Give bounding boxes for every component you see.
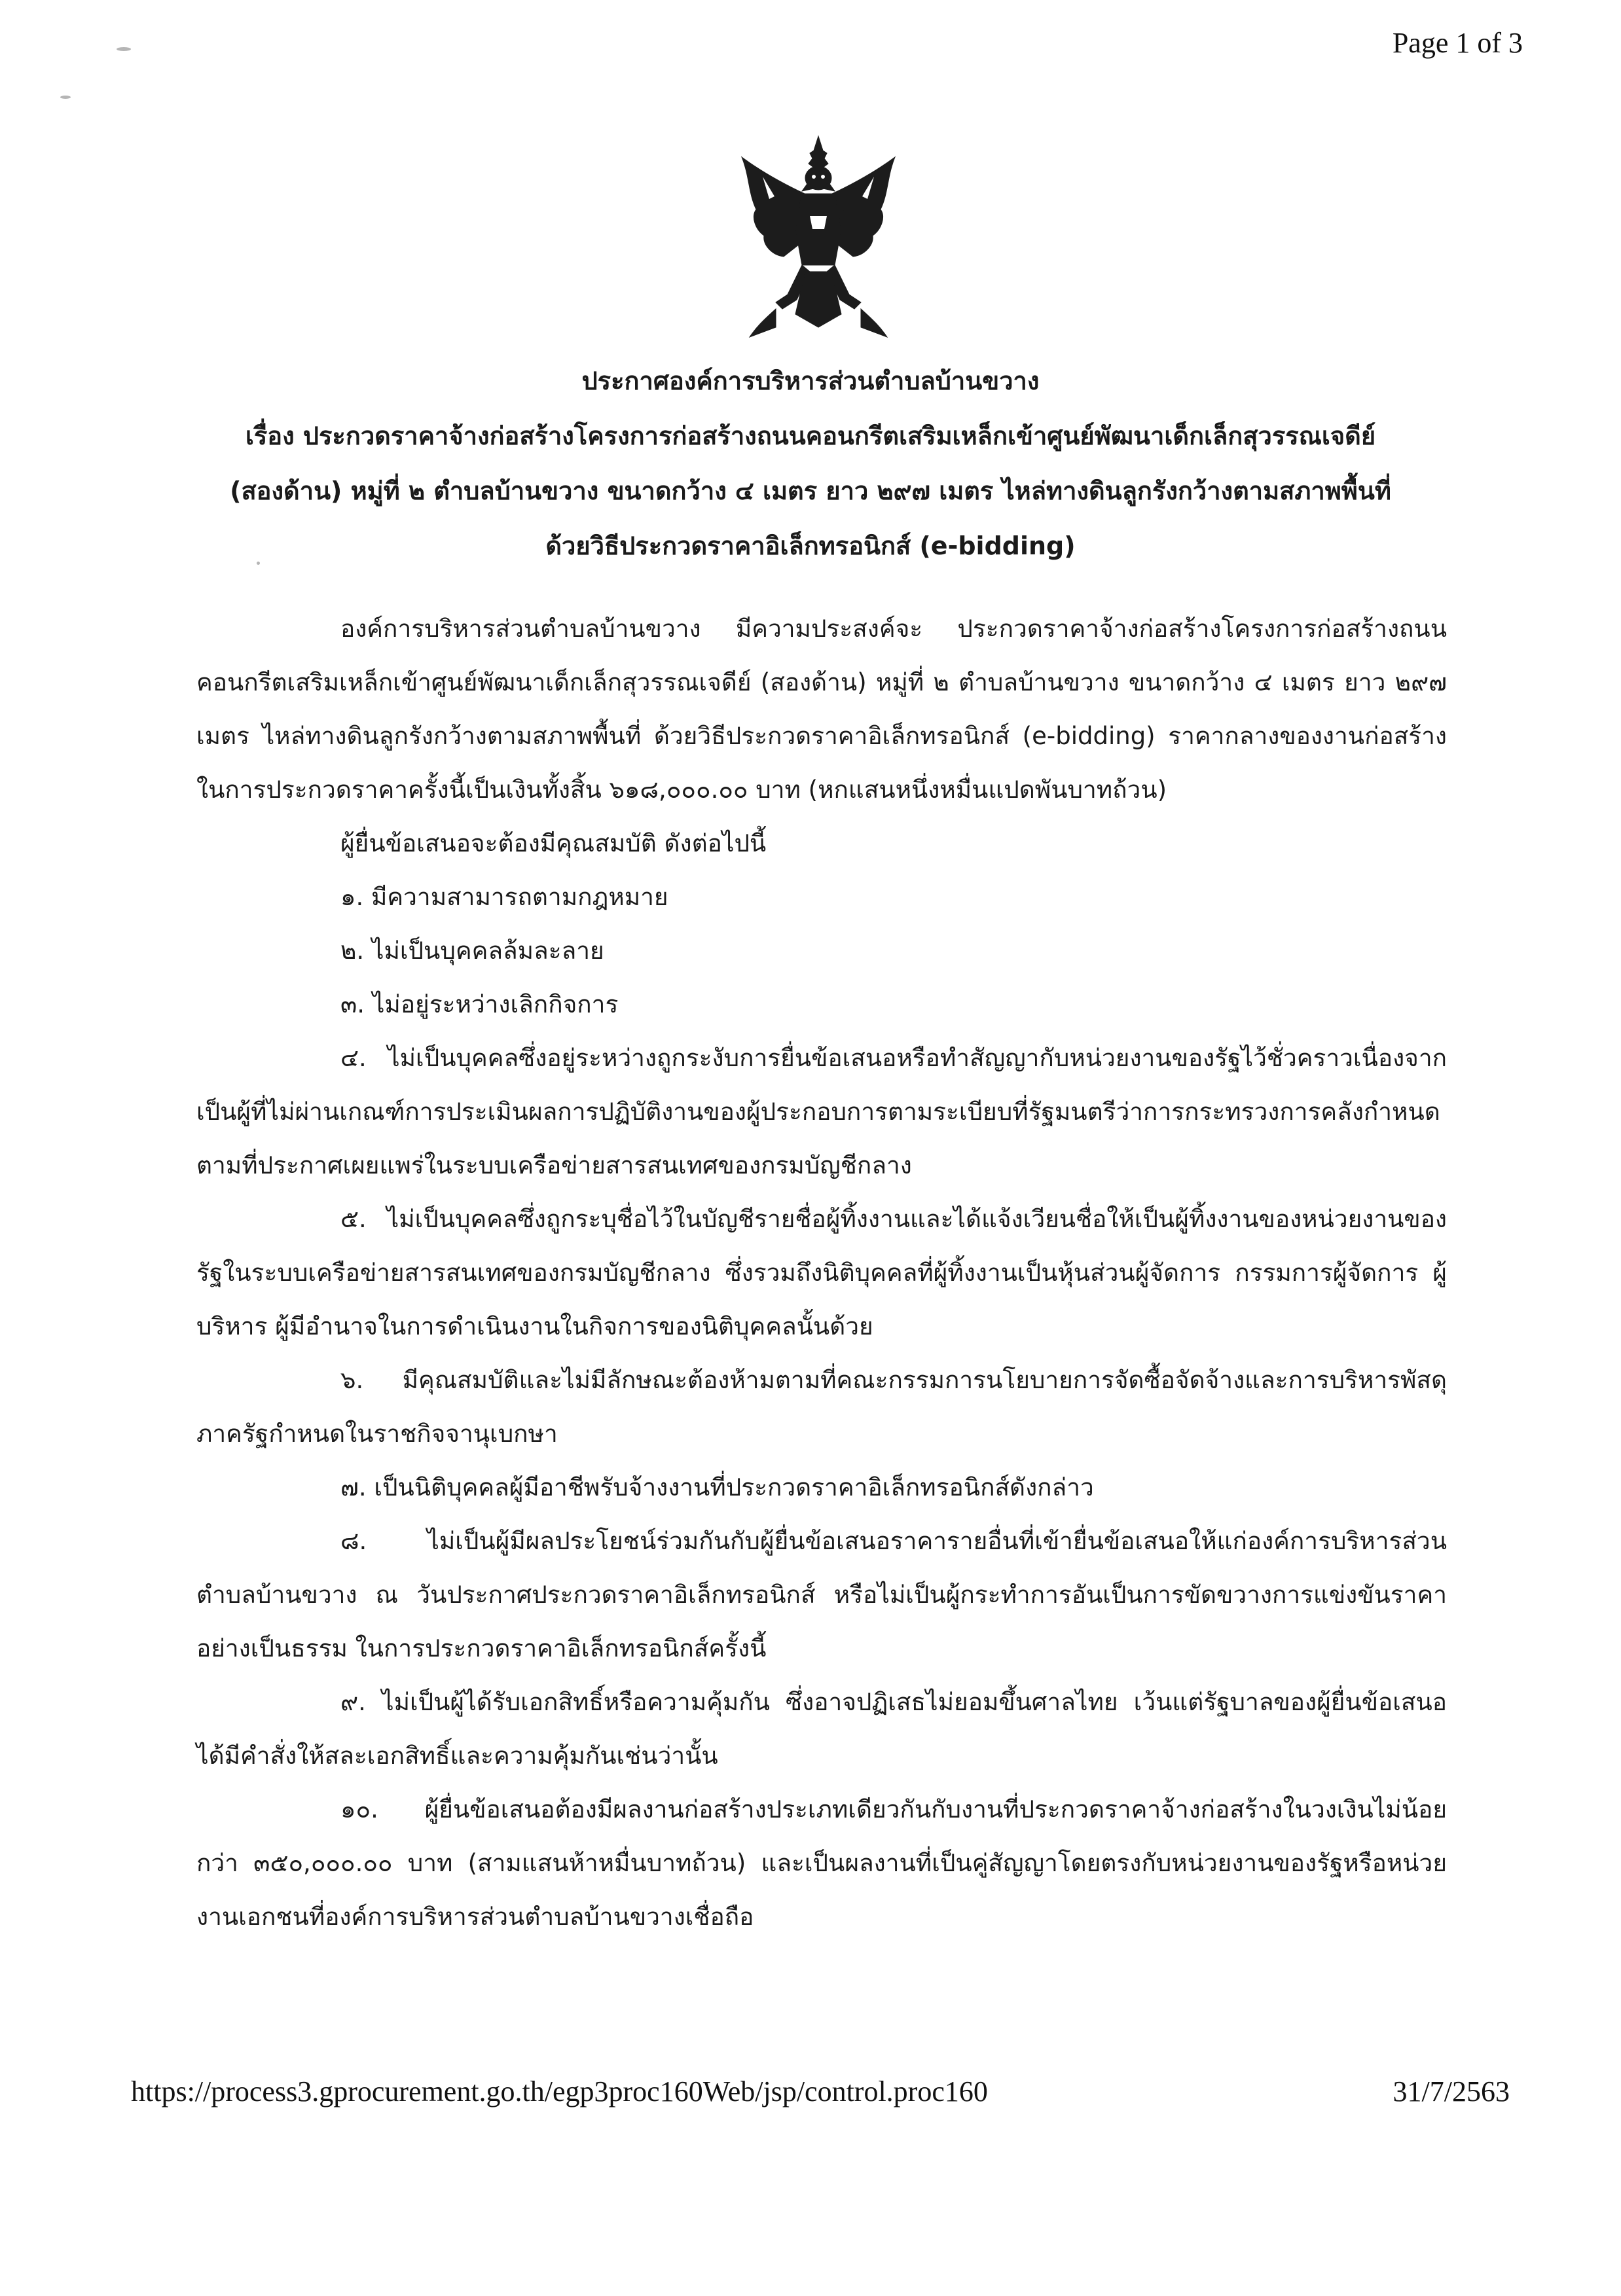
intro-paragraph: องค์การบริหารส่วนตำบลบ้านขวาง มีความประสงค์จะ ประกวดราคาจ้างก่อสร้างโครงการก่อสร้างถนนคอนกรีตเสริมเหล็กเข้าศูนย์พัฒนาเด็กเล็กสุวรรณเจดีย์ (สองด้าน) หมู่ที่ ๒ ตำบลบ้านขวาง ขนาดกว้าง ๔ เมตร ยาว ๒๙๗ เมตร ไหล่ทางดินลูกรังกว้างตามสภาพพื้นที่ ด้วยวิธีประกวดราคาอิเล็กทรอนิกส์ (e-bidding) ราคากลางของงานก่อสร้างในการประกวดราคาครั้งนี้เป็นเงินทั้งสิ้น ๖๑๘,๐๐๐.๐๐ บาท (หกแสนหนึ่งหมื่นแปดพันบาทถ้วน) — [196, 615, 1447, 804]
announcement-body — [196, 602, 1447, 1944]
scan-speck — [117, 47, 131, 51]
qualification-item: ๑๐. ผู้ยื่นข้อเสนอต้องมีผลงานก่อสร้างประเภทเดียวกันกับงานที่ประกวดราคาจ้างก่อสร้างในวงเงินไม่น้อยกว่า ๓๕๐,๐๐๐.๐๐ บาท (สามแสนห้าหมื่นบาทถ้วน) และเป็นผลงานที่เป็นคู่สัญญาโดยตรงกับหน่วยงานของรัฐหรือหน่วยงานเอกชนที่องค์การบริหารส่วนตำบลบ้านขวางเชื่อถือ — [196, 1795, 1447, 1931]
garuda-emblem-icon — [737, 131, 900, 347]
page-number: Page 1 of 3 — [1392, 27, 1523, 59]
qualification-item: ๘. ไม่เป็นผู้มีผลประโยชน์ร่วมกันกับผู้ยื่นข้อเสนอราคารายอื่นที่เข้ายื่นข้อเสนอให้แก่องค์การบริหารส่วนตำบลบ้านขวาง ณ วันประกาศประกวดราคาอิเล็กทรอนิกส์ หรือไม่เป็นผู้กระทำการอันเป็นการขัดขวางการแข่งขันราคาอย่างเป็นธรรม ในการประกวดราคาอิเล็กทรอนิกส์ครั้งนี้ — [196, 1527, 1447, 1662]
qualification-item: ๑. มีความสามารถตามกฎหมาย — [340, 883, 668, 911]
qualification-item: ๕. ไม่เป็นบุคคลซึ่งถูกระบุชื่อไว้ในบัญชีรายชื่อผู้ทิ้งงานและได้แจ้งเวียนชื่อให้เป็นผู้ทิ้งงานของหน่วยงานของรัฐในระบบเครือข่ายสารสนเทศของกรมบัญชีกลาง ซึ่งรวมถึงนิติบุคคลที่ผู้ทิ้งงานเป็นหุ้นส่วนผู้จัดการ กรรมการผู้จัดการ ผู้บริหาร ผู้มีอำนาจในการดำเนินงานในกิจการของนิติบุคคลนั้นด้วย — [196, 1205, 1447, 1340]
scan-speck — [60, 96, 71, 99]
qualifications-heading: ผู้ยื่นข้อเสนอจะต้องมีคุณสมบัติ ดังต่อไปนี้ — [340, 829, 767, 857]
title-line: ประกาศองค์การบริหารส่วนตำบลบ้านขวาง — [581, 367, 1040, 395]
announcement-title — [131, 353, 1490, 573]
qualification-item: ๒. ไม่เป็นบุคคลล้มละลาย — [340, 937, 604, 965]
footer-date: 31/7/2563 — [1393, 2075, 1510, 2108]
title-line: (สองด้าน) หมู่ที่ ๒ ตำบลบ้านขวาง ขนาดกว้าง ๔ เมตร ยาว ๒๙๗ เมตร ไหล่ทางดินลูกรังกว้างตามสภาพพื้นที่ — [230, 476, 1391, 505]
qualification-item: ๓. ไม่อยู่ระหว่างเลิกกิจการ — [340, 990, 619, 1018]
footer-url: https://process3.gprocurement.go.th/egp3proc160Web/jsp/control.proc160 — [131, 2075, 988, 2108]
title-line: เรื่อง ประกวดราคาจ้างก่อสร้างโครงการก่อสร้างถนนคอนกรีตเสริมเหล็กเข้าศูนย์พัฒนาเด็กเล็กสุวรรณเจดีย์ — [245, 422, 1376, 450]
qualification-item: ๔. ไม่เป็นบุคคลซึ่งอยู่ระหว่างถูกระงับการยื่นข้อเสนอหรือทำสัญญากับหน่วยงานของรัฐไว้ชั่วคราวเนื่องจากเป็นผู้ที่ไม่ผ่านเกณฑ์การประเมินผลการปฏิบัติงานของผู้ประกอบการตามระเบียบที่รัฐมนตรีว่าการกระทรวงการคลังกำหนดตามที่ประกาศเผยแพร่ในระบบเครือข่ายสารสนเทศของกรมบัญชีกลาง — [196, 1044, 1447, 1179]
qualification-item: ๙. ไม่เป็นผู้ได้รับเอกสิทธิ์หรือความคุ้มกัน ซึ่งอาจปฏิเสธไม่ยอมขึ้นศาลไทย เว้นแต่รัฐบาลของผู้ยื่นข้อเสนอได้มีคำสั่งให้สละเอกสิทธิ์และความคุ้มกันเช่นว่านั้น — [196, 1688, 1447, 1770]
qualification-item: ๗. เป็นนิติบุคคลผู้มีอาชีพรับจ้างงานที่ประกวดราคาอิเล็กทรอนิกส์ดังกล่าว — [340, 1473, 1094, 1501]
title-line: ด้วยวิธีประกวดราคาอิเล็กทรอนิกส์ (e-bidding) — [545, 531, 1076, 560]
qualification-item: ๖. มีคุณสมบัติและไม่มีลักษณะต้องห้ามตามที่คณะกรรมการนโยบายการจัดซื้อจัดจ้างและการบริหารพัสดุภาครัฐกำหนดในราชกิจจานุเบกษา — [196, 1366, 1447, 1448]
